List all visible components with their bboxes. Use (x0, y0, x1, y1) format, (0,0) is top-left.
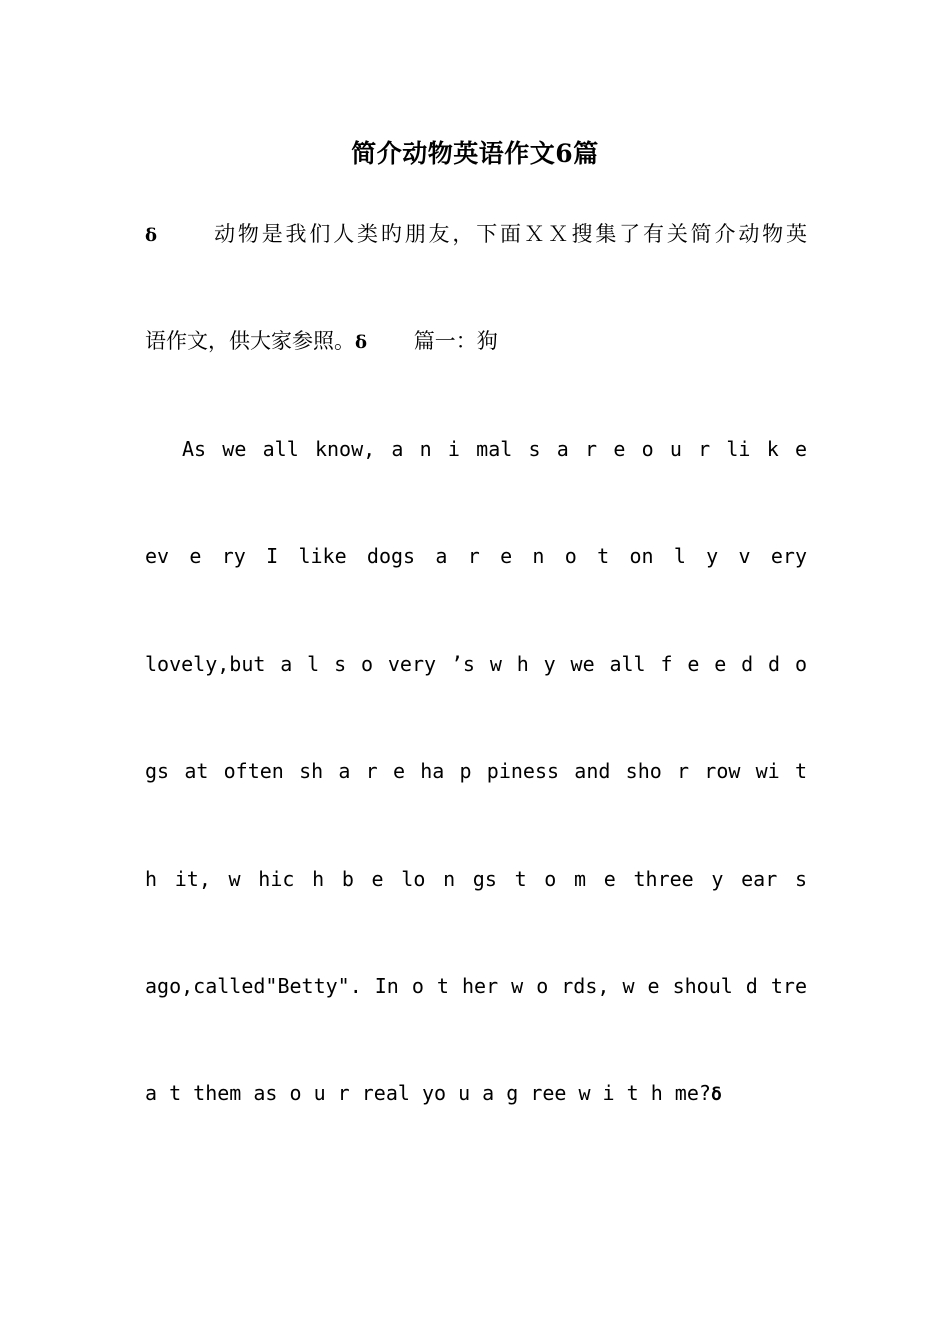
intro-text-2: 语作文，供大家参照。 (145, 329, 355, 353)
essay-line-6: ago,called"Betty". In o t her w o rds, w e shoul d tre (145, 974, 807, 998)
intro-line-1 (145, 219, 807, 251)
paragraph-mark-icon: ẟ (145, 225, 158, 246)
intro-line-2 (145, 326, 807, 358)
essay-line-1: As we all know, a n i mal s a r e o u r li k e (182, 437, 807, 461)
essay-line-7-text: a t them as o u r real yo u a g ree w i t h me? (145, 1081, 711, 1105)
essay-line-2: ev e ry I like dogs a r e n o t on l y v ery (145, 544, 807, 568)
essay-line-5: h it, w hic h b e lo n gs t o m e three y ear s (145, 867, 807, 891)
intro-text-1: 动物是我们人类旳朋友，下面ＸＸ搜集了有关简介动物英 (214, 222, 807, 246)
paragraph-mark-icon: ẟ (355, 332, 368, 353)
essay-line-7 (145, 1078, 807, 1110)
paragraph-mark-icon: ẟ (710, 1084, 722, 1105)
document-title: 简介动物英语作文6篇 (351, 139, 599, 168)
essay-line-4: gs at often sh a r e ha p piness and sho r row wi t (145, 759, 807, 783)
section-heading: 篇一：狗 (413, 329, 498, 353)
essay-line-3: lovely,but a l s o very ’s w h y we all f e e d d o (145, 652, 807, 676)
